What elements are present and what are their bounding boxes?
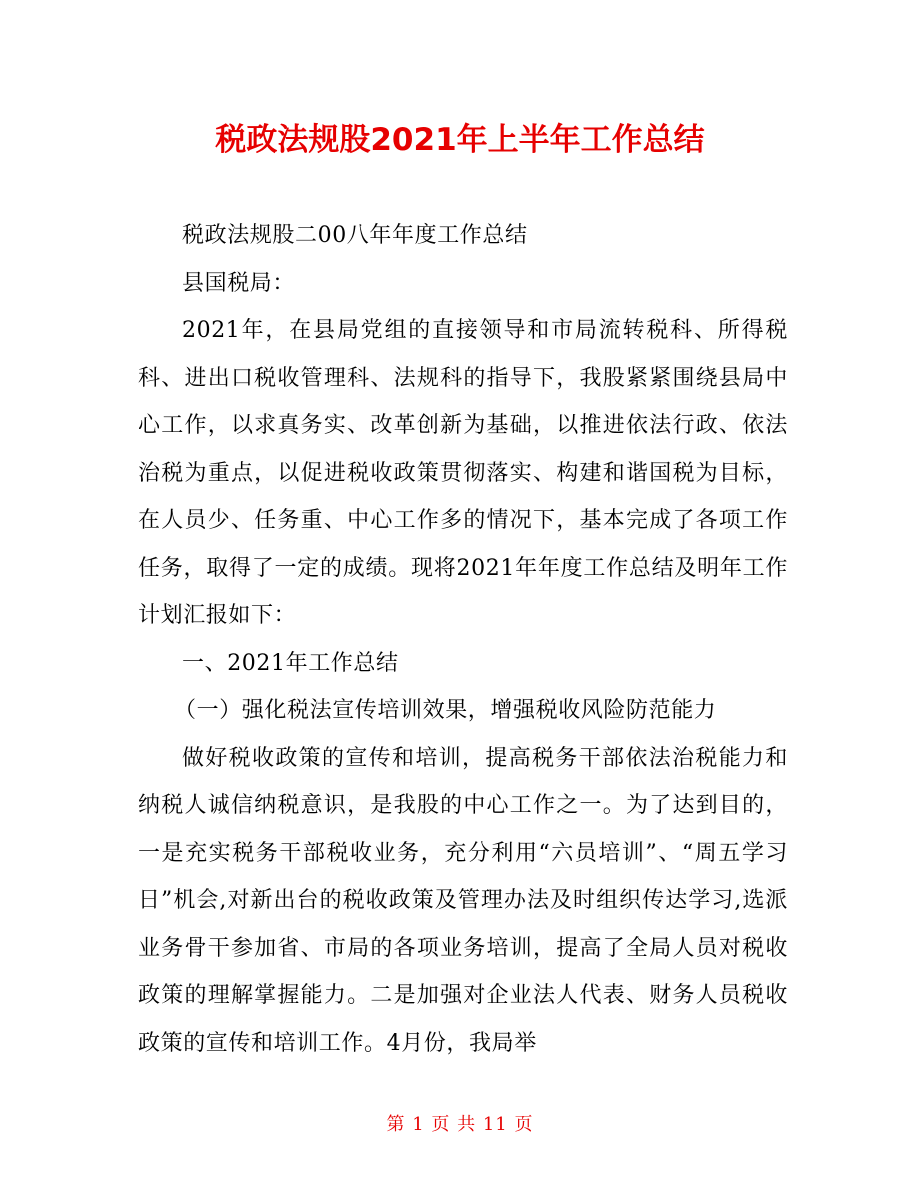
paragraph-subtitle: 税政法规股二00八年年度工作总结 (182, 223, 528, 248)
paragraph-addressee: 县国税局： (182, 270, 296, 296)
paragraph-body: 做好税收政策的宣传和培训，提高税务干部依法治税能力和纳税人诚信纳税意识，是我股的中心工作之一。为了达到目的，一是充实税务干部税收业务，充分利用“六员培训”、“周五学习日”机会,对新出台的税收政策及管理办法及时组织传达学习,选派业务骨干参加省、市局的各项业务培训，提高了全局人员对税收政策的理解掌握能力。二是加强对企业法人代表、财务人员税收政策的宣传和培训工作。4月份，我局举 (138, 745, 788, 1056)
subsection-heading: （一）强化税法宣传培训效果，增强税收风险防范能力 (174, 698, 717, 723)
paragraph-intro: 2021年，在县局党组的直接领导和市局流转税科、所得税科、进出口税收管理科、法规科的指导下，我股紧紧围绕县局中心工作，以求真务实、改革创新为基础，以推进依法行政、依法治税为重点，以促进税收政策贯彻落实、构建和谐国税为目标，在人员少、任务重、中心工作多的情况下，基本完成了各项工作任务，取得了一定的成绩。现将2021年年度工作总结及明年工作计划汇报如下： (138, 318, 788, 628)
page-number-footer: 第 1 页 共 11 页 (386, 1114, 534, 1135)
document-body (138, 212, 788, 1067)
document-title: 税政法规股2021年上半年工作总结 (215, 122, 705, 158)
section-heading: 一、2021年工作总结 (182, 650, 399, 676)
